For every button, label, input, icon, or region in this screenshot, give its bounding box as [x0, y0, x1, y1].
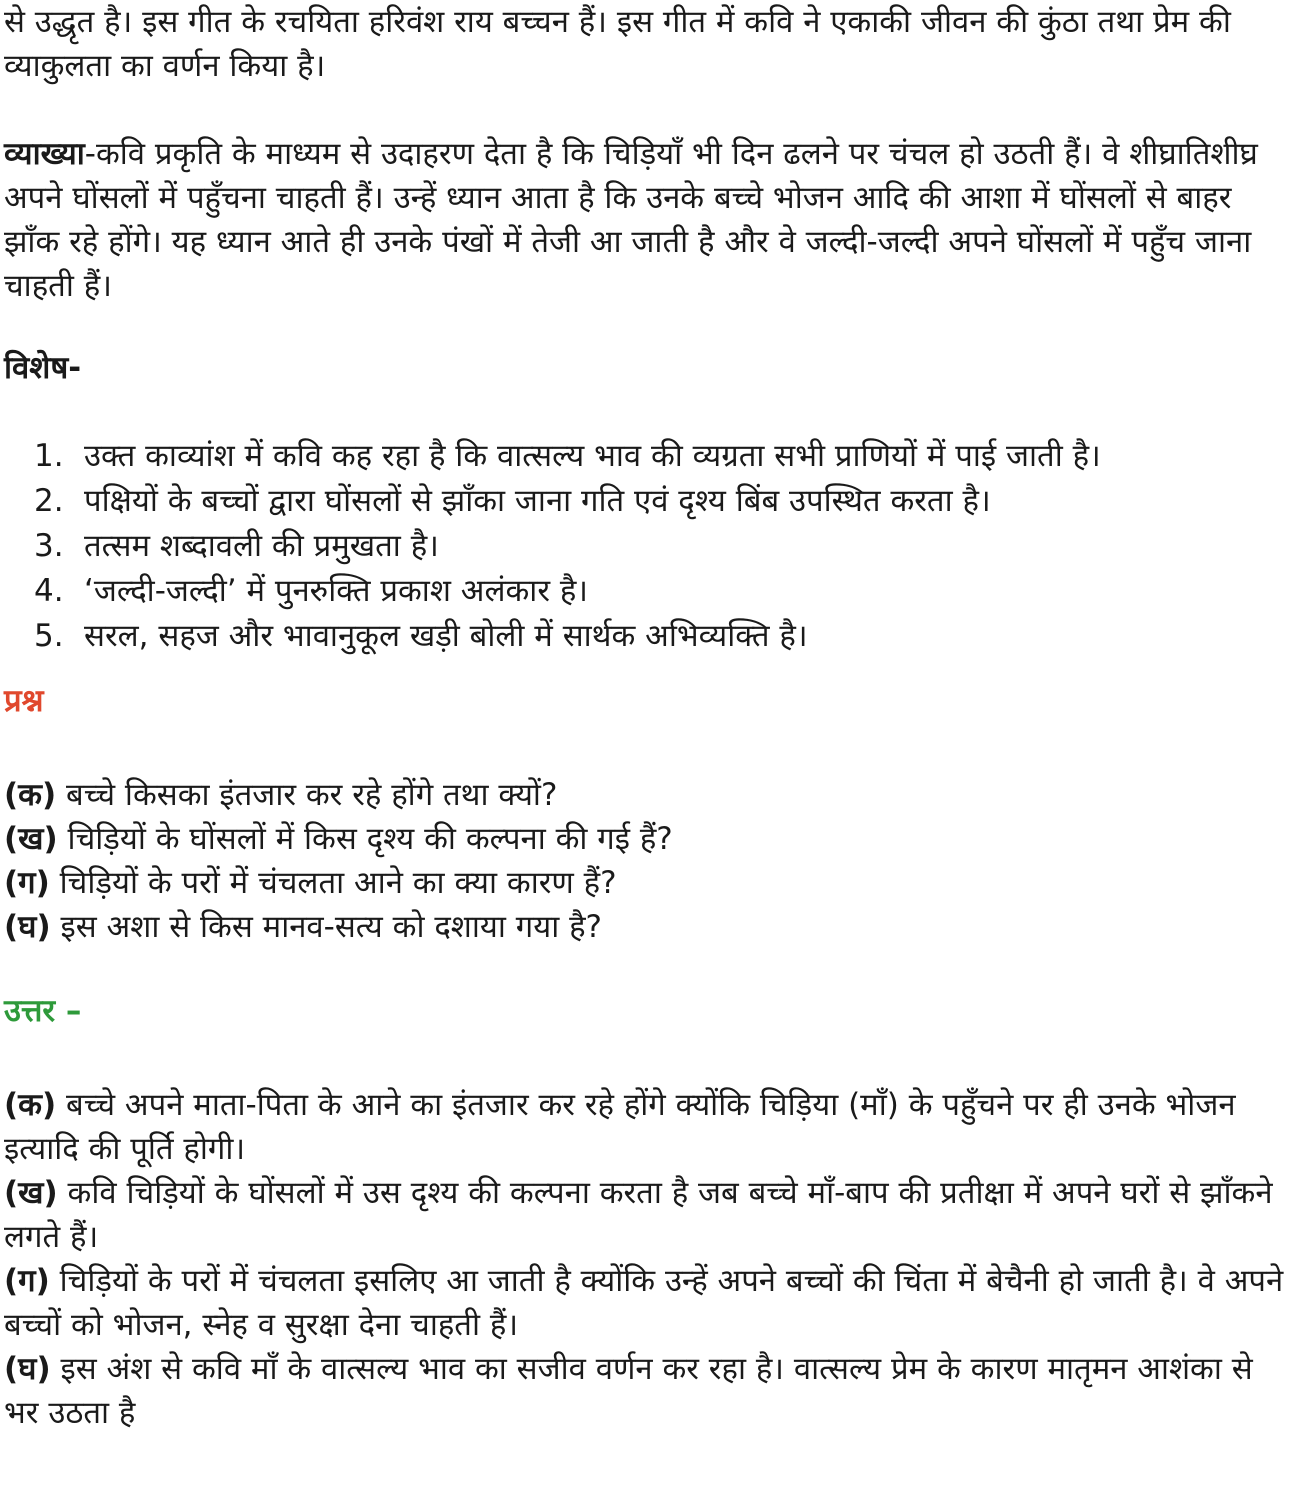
- vishesh-heading: विशेष-: [4, 350, 82, 386]
- question-label: (ग): [4, 865, 50, 901]
- list-item-text: ‘जल्दी-जल्दी’ में पुनरुक्ति प्रकाश अलंकार है।: [84, 573, 589, 609]
- answer-item: [4, 1259, 1291, 1347]
- question-item: [4, 861, 1291, 905]
- answer-text: चिड़ियों के परों में चंचलता इसलिए आ जाती है क्योंकि उन्हें अपने बच्चों की चिंता में बेचैनी हो जाती है। वे अपने बच्चों को भोजन, स्नेह व सुरक्षा देना चाहती हैं।: [4, 1263, 1284, 1343]
- question-text: बच्चे किसका इंतजार कर रहे होंगे तथा क्यों?: [56, 777, 558, 813]
- question-list: [4, 773, 1291, 949]
- question-label: (घ): [4, 909, 51, 945]
- vyakhya-paragraph: [4, 132, 1291, 308]
- list-item: [34, 569, 1291, 614]
- question-label: (क): [4, 777, 57, 813]
- answer-label: (क): [4, 1087, 57, 1123]
- list-item: [34, 524, 1291, 569]
- question-label: (ख): [4, 821, 58, 857]
- answer-text: इस अंश से कवि माँ के वात्सल्य भाव का सजीव वर्णन कर रहा है। वात्सल्य प्रेम के कारण मातृमन आशंका से भर उठता है: [4, 1351, 1253, 1431]
- answer-item: [4, 1083, 1291, 1171]
- answer-label: (ख): [4, 1175, 58, 1211]
- list-item-text: उक्त काव्यांश में कवि कह रहा है कि वात्सल्य भाव की व्यग्रता सभी प्राणियों में पाई जाती है।: [84, 438, 1101, 474]
- question-item: [4, 773, 1291, 817]
- vyakhya-text: -कवि प्रकृति के माध्यम से उदाहरण देता है कि चिड़ियाँ भी दिन ढलने पर चंचल हो उठती हैं। वे शीघ्रातिशीघ्र अपने घोंसलों में पहुँचना चाहती हैं। उन्हें ध्यान आता है कि उनके बच्चे भोजन आदि की आशा में घोंसलों से बाहर झाँक रहे होंगे। यह ध्यान आते ही उनके पंखों में तेजी आ जाती है और वे जल्दी-जल्दी अपने घोंसलों में पहुँच जाना चाहती हैं।: [4, 136, 1258, 304]
- question-text: इस अशा से किस मानव-सत्य को दशाया गया है?: [50, 909, 602, 945]
- list-item-text: पक्षियों के बच्चों द्वारा घोंसलों से झाँका जाना गति एवं दृश्य बिंब उपस्थित करता है।: [84, 483, 991, 519]
- list-item-number: 1.: [34, 438, 64, 474]
- list-item-text: तत्सम शब्दावली की प्रमुखता है।: [84, 528, 439, 564]
- list-item: [34, 434, 1291, 479]
- prashna-heading: प्रश्न: [4, 683, 44, 719]
- vishesh-list: [4, 434, 1291, 659]
- list-item-number: 2.: [34, 483, 64, 519]
- list-item: [34, 614, 1291, 659]
- question-item: [4, 905, 1291, 949]
- answer-text: बच्चे अपने माता-पिता के आने का इंतजार कर रहे होंगे क्योंकि चिड़िया (माँ) के पहुँचने पर ही उनके भोजन इत्यादि की पूर्ति होगी।: [4, 1087, 1236, 1167]
- list-item-number: 3.: [34, 528, 64, 564]
- list-item-number: 4.: [34, 573, 64, 609]
- intro-paragraph: से उद्धृत है। इस गीत के रचयिता हरिवंश राय बच्चन हैं। इस गीत में कवि ने एकाकी जीवन की कुंठा तथा प्रेम की व्याकुलता का वर्णन किया है।: [4, 4, 1231, 84]
- question-item: [4, 817, 1291, 861]
- answer-label: (ग): [4, 1263, 50, 1299]
- list-item: [34, 479, 1291, 524]
- question-text: चिड़ियों के परों में चंचलता आने का क्या कारण हैं?: [49, 865, 617, 901]
- question-text: चिड़ियों के घोंसलों में किस दृश्य की कल्पना की गई हैं?: [57, 821, 673, 857]
- answer-list: [4, 1083, 1291, 1435]
- answer-text: कवि चिड़ियों के घोंसलों में उस दृश्य की कल्पना करता है जब बच्चे माँ-बाप की प्रतीक्षा में अपने घरों से झाँकने लगते हैं।: [4, 1175, 1273, 1255]
- answer-label: (घ): [4, 1351, 51, 1387]
- answer-item: [4, 1171, 1291, 1259]
- vyakhya-label: व्याख्या: [4, 136, 85, 172]
- list-item-number: 5.: [34, 618, 64, 654]
- list-item-text: सरल, सहज और भावानुकूल खड़ी बोली में सार्थक अभिव्यक्ति है।: [84, 618, 808, 654]
- uttar-heading: उत्तर –: [4, 993, 82, 1029]
- answer-item: [4, 1347, 1291, 1435]
